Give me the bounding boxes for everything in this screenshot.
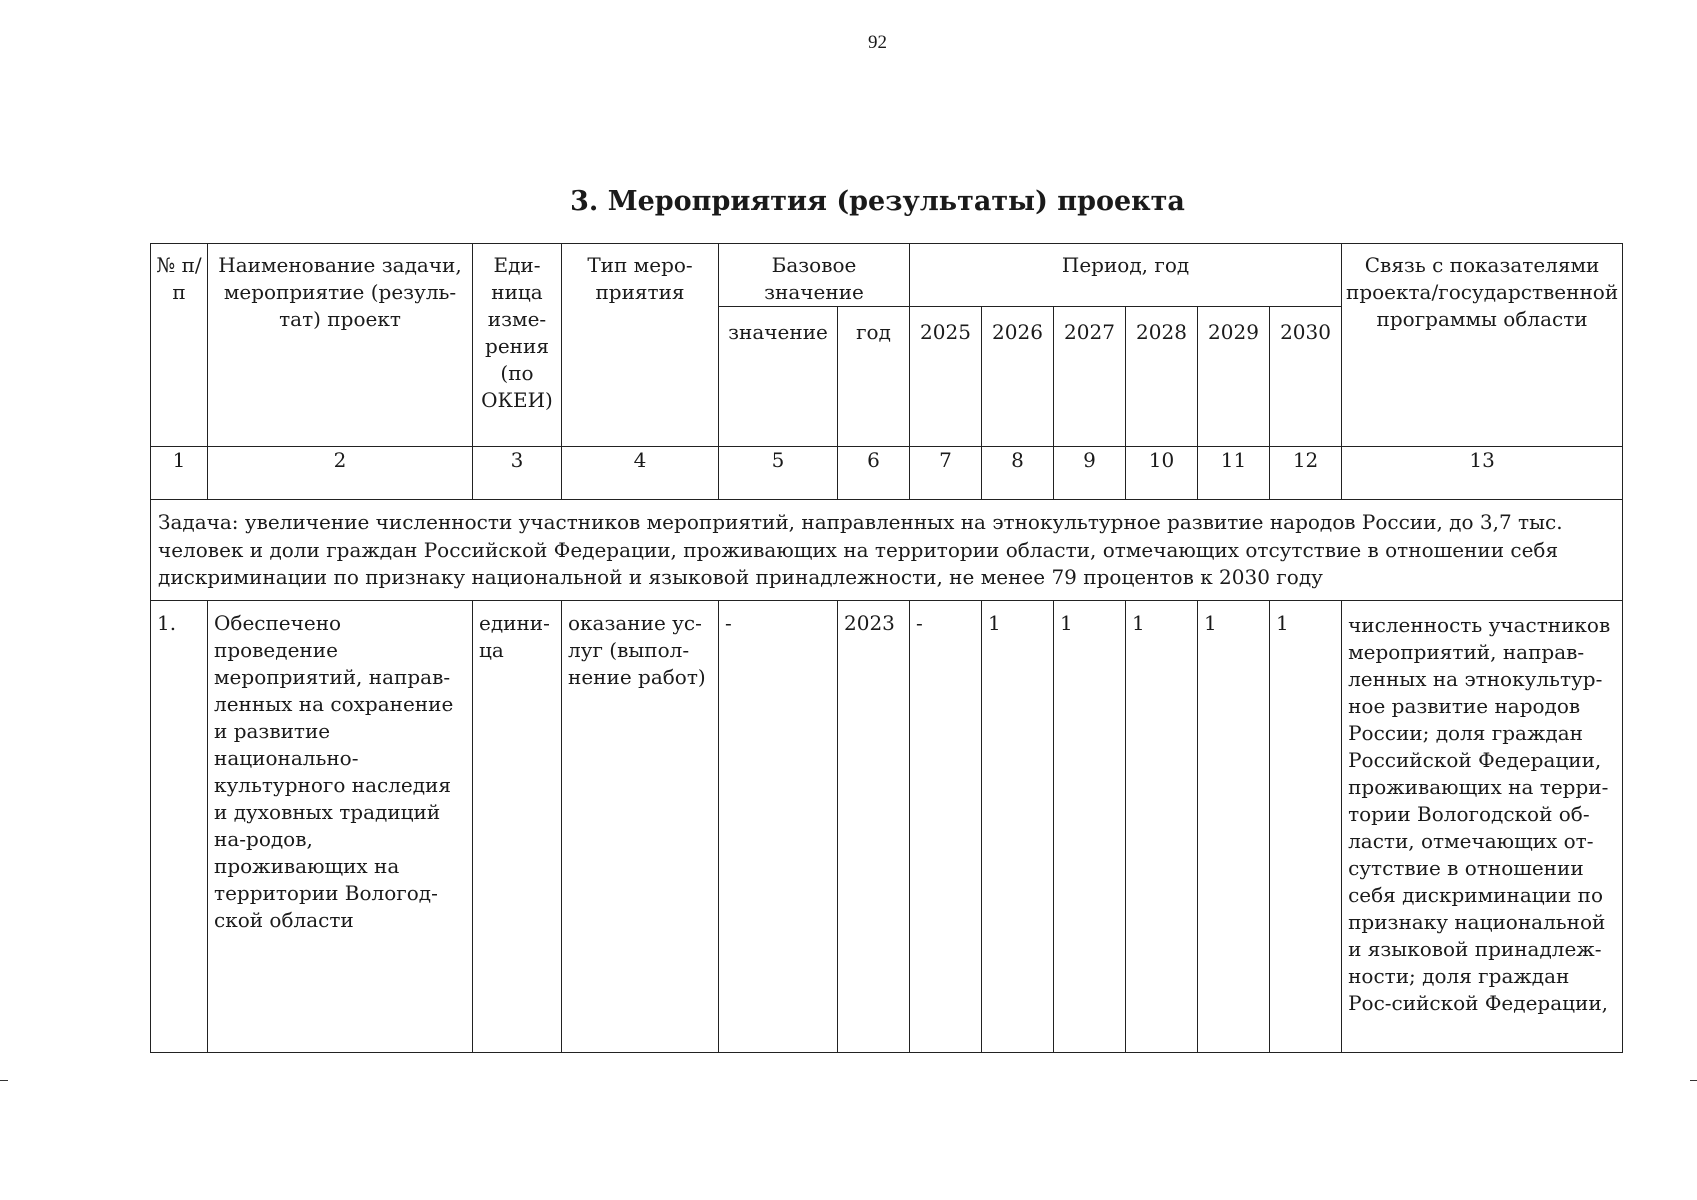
header-year-2027: 2027: [1054, 307, 1126, 447]
row-base-value: -: [719, 600, 838, 1052]
row-value-2027: 1: [1054, 600, 1126, 1052]
row-value-2026: 1: [982, 600, 1054, 1052]
column-number: 11: [1198, 447, 1270, 500]
table-row: [151, 600, 1623, 1052]
page-number: 92: [868, 32, 887, 53]
row-num: 1.: [151, 600, 208, 1052]
column-number: 10: [1126, 447, 1198, 500]
column-number: 9: [1054, 447, 1126, 500]
row-type: оказание ус-луг (выпол-нение работ): [562, 600, 719, 1052]
row-value-2029: 1: [1198, 600, 1270, 1052]
header-num: № п/п: [151, 244, 208, 447]
header-type: Тип меро-приятия: [562, 244, 719, 447]
row-base-year: 2023: [838, 600, 910, 1052]
column-number: 5: [719, 447, 838, 500]
header-year-2029: 2029: [1198, 307, 1270, 447]
column-number: 8: [982, 447, 1054, 500]
row-value-2028: 1: [1126, 600, 1198, 1052]
column-number: 7: [910, 447, 982, 500]
header-base: Базовое значение: [719, 244, 910, 307]
header-base-year: год: [838, 307, 910, 447]
column-number: 1: [151, 447, 208, 500]
header-base-value: значение: [719, 307, 838, 447]
header-period: Период, год: [910, 244, 1342, 307]
header-name: Наименование задачи, мероприятие (резуль-тат) проект: [208, 244, 473, 447]
row-link: численность участников мероприятий, направ-ленных на этнокультур-ное развитие народов России; доля граждан Российской Федерации, проживающих на терри-тории Вологодской об-ласти, отмечающих от-сутствие в отношении себя дискриминации по признаку национальной и языковой принадлеж-ности; доля граждан Рос-сийской Федерации,: [1342, 600, 1623, 1052]
row-value-2025: -: [910, 600, 982, 1052]
column-number: 2: [208, 447, 473, 500]
column-number-row: [151, 447, 1623, 500]
column-number: 4: [562, 447, 719, 500]
header-link: Связь с показателями проекта/государственной программы области: [1342, 244, 1623, 447]
margin-mark: [1690, 1080, 1697, 1081]
task-text: Задача: увеличение численности участников мероприятий, направленных на этнокультурное развитие народов России, до 3,7 тыс. человек и доли граждан Российской Федерации, проживающих на территории области, отмечающих отсутствие в отношении себя дискриминации по признаку национальной и языковой принадлежности, не менее 79 процентов к 2030 году: [151, 500, 1623, 601]
column-number: 6: [838, 447, 910, 500]
header-year-2025: 2025: [910, 307, 982, 447]
column-number: 12: [1270, 447, 1342, 500]
margin-mark: [0, 1080, 8, 1081]
row-unit: едини-ца: [473, 600, 562, 1052]
column-number: 3: [473, 447, 562, 500]
row-name: Обеспечено проведение мероприятий, направ-ленных на сохранение и развитие национально-культурного наследия и духовных традиций на-родов, проживающих на территории Вологод-ской области: [208, 600, 473, 1052]
task-row: [151, 500, 1623, 601]
row-value-2030: 1: [1270, 600, 1342, 1052]
header-unit: Еди-ница изме-рения (по ОКЕИ): [473, 244, 562, 447]
header-year-2028: 2028: [1126, 307, 1198, 447]
header-year-2026: 2026: [982, 307, 1054, 447]
header-year-2030: 2030: [1270, 307, 1342, 447]
column-number: 13: [1342, 447, 1623, 500]
measures-table: [150, 243, 1623, 1053]
section-title: 3. Мероприятия (результаты) проекта: [570, 186, 1185, 217]
